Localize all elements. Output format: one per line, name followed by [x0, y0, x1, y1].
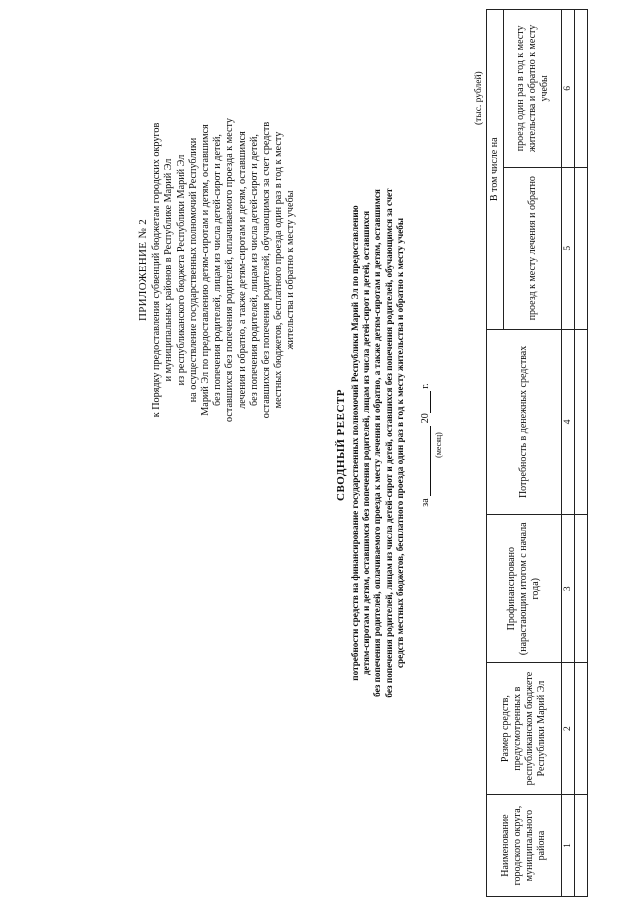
header-treatment-travel: проезд к месту лечения и обратно: [504, 167, 562, 329]
appendix-line: оставшихся без попечения родителей, обучающимся за счет средств: [261, 121, 273, 419]
header-municipality: Наименование городского округа, муниципального района: [487, 795, 562, 897]
header-need: Потребность в денежных средствах: [487, 329, 562, 515]
appendix-line: на осуществление государственных полномочий Республики: [187, 137, 199, 403]
subtitle-line: средств местных бюджетов, бесплатного проезда один раз в год к месту жительства и обратно к месту учебы: [394, 218, 405, 669]
column-numbers-row: [562, 10, 575, 897]
appendix-line: Марий Эл по предоставлению детям-сиротам и детям, оставшимся: [200, 124, 212, 416]
column-number: 6: [562, 10, 575, 168]
appendix-line: местных бюджетов, бесплатного проезда один раз в год к месту: [273, 131, 285, 409]
appendix-line: к Порядку предоставления субвенций бюджетам городских округов: [151, 122, 163, 418]
appendix-line: и муниципальных районов в Республике Марий Эл: [163, 158, 175, 382]
appendix-heading: ПРИЛОЖЕНИЕ № 2: [137, 219, 149, 322]
period-suffix: г.: [420, 383, 431, 389]
table-cell: [575, 795, 588, 897]
month-note: (месяц): [434, 432, 443, 458]
header-row: [487, 10, 504, 897]
units-label: (тыс. рублей): [474, 71, 484, 125]
table-cell: [575, 515, 588, 663]
column-number: 4: [562, 329, 575, 515]
appendix-line: жительства и обратно к месту учебы: [285, 190, 297, 350]
year-prefix: 20: [420, 413, 431, 424]
column-number: 3: [562, 515, 575, 663]
appendix-line: без попечения родителей, лицам из числа детей-сирот и детей,: [212, 134, 224, 406]
header-financed: Профинансировано (нарастающим итогом с начала года): [487, 515, 562, 663]
table-cell: [575, 10, 588, 168]
document-title: СВОДНЫЙ РЕЕСТР: [335, 389, 347, 501]
year-blank: [420, 391, 431, 413]
column-number: 1: [562, 795, 575, 897]
appendix-line: без попечения родителей, лицам из числа детей-сирот и детей,: [248, 134, 260, 406]
document-subtitle: [350, 0, 406, 893]
subtitle-line: потребности средств на финансирование государственных полномочий Республики Марий Эл по предоставлению: [350, 205, 360, 681]
table-cell: [575, 329, 588, 515]
column-number: 5: [562, 167, 575, 329]
appendix-line: лечения и обратно, а также детям-сиротам и детям, оставшимся: [236, 131, 248, 409]
appendix-line: из республиканского бюджета Республики Марий Эл: [175, 154, 187, 386]
reporting-period: [420, 235, 431, 655]
table-cell: [575, 167, 588, 329]
registry-table: [486, 9, 588, 897]
appendix-line: оставшихся без попечения родителей, оплачиваемого проезда к месту: [224, 118, 236, 422]
subtitle-line: без попечения родителей, оплачиваемого проезда к месту лечения и обратно, а также детям-сиротам и детям, оставшимся: [372, 189, 383, 697]
month-blank: [420, 426, 431, 496]
table-row: [575, 10, 588, 897]
appendix-header: [137, 105, 298, 435]
subtitle-line: без попечения родителей, лицам из числа детей-сирот и детей, оставшихся без попечения родителей, обучающимся за счет: [383, 188, 394, 698]
table-cell: [575, 663, 588, 795]
header-including: В том числе на: [487, 10, 504, 330]
column-number: 2: [562, 663, 575, 795]
header-residence-travel: проезд один раз в год к месту жительства и обратно к месту учебы: [504, 10, 562, 168]
subtitle-line: детям-сиротам и детям, оставшимся без попечения родителей, лицам из числа детей-сирот и детей, оставшихся: [361, 210, 372, 676]
header-budget-amount: Размер средств, предусмотренных в республиканском бюджете Республики Марий Эл: [487, 663, 562, 795]
period-prefix: за: [420, 498, 431, 507]
